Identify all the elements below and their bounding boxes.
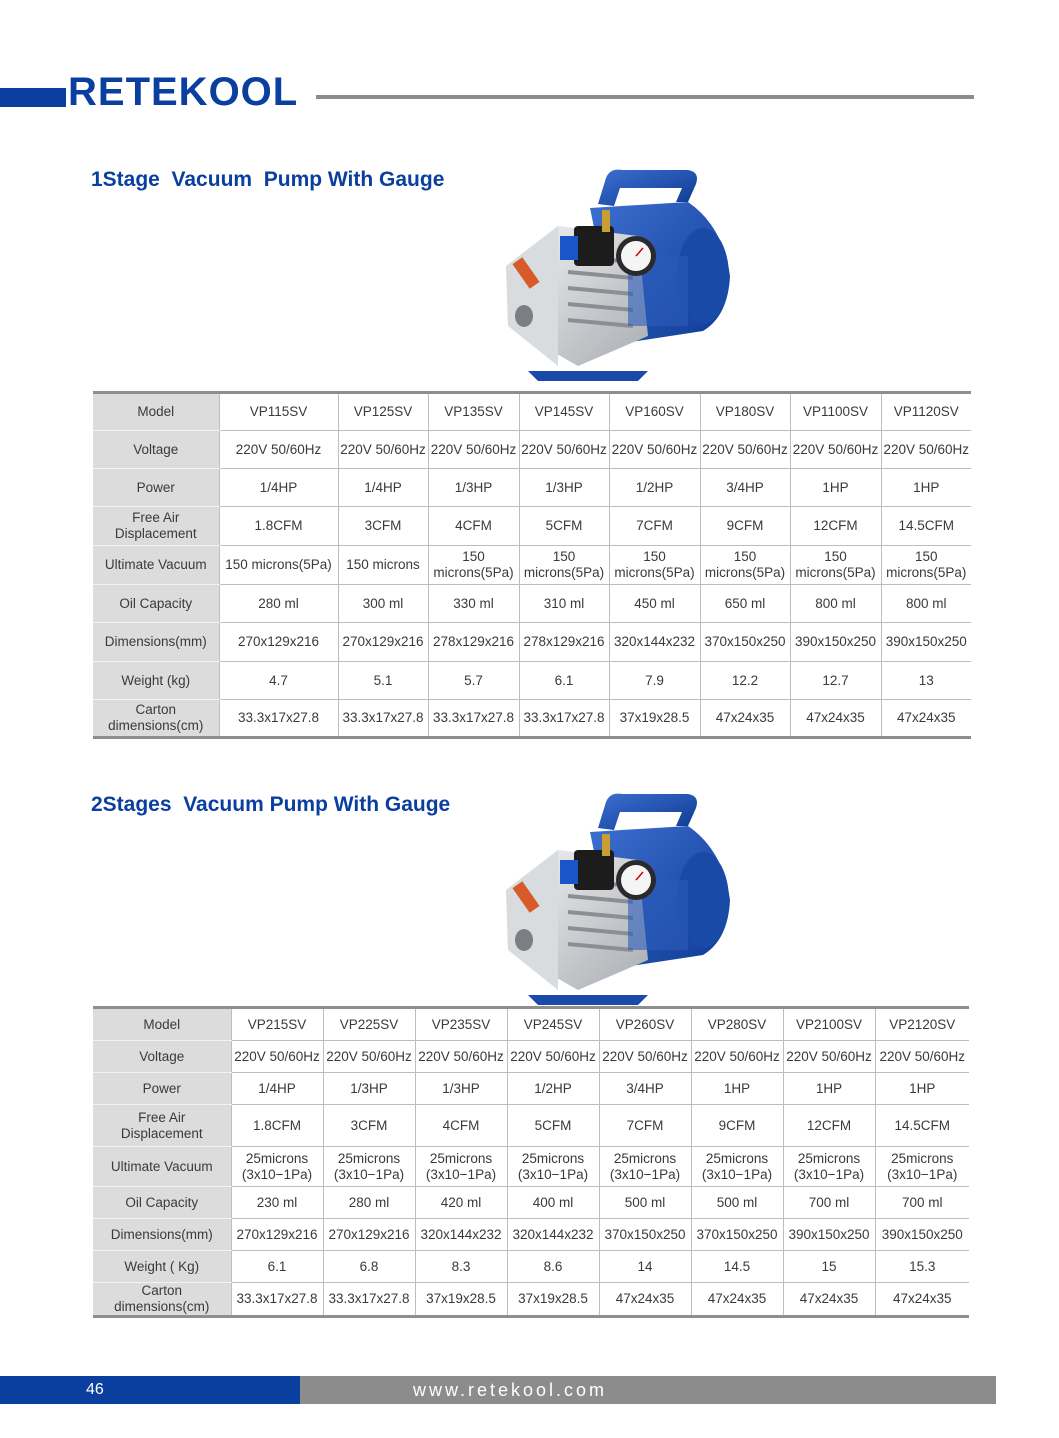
table-cell: 500 ml (691, 1187, 783, 1219)
table-cell-line: 150 (914, 549, 938, 564)
table-cell: 700 ml (875, 1187, 969, 1219)
table-cell: 700 ml (783, 1187, 875, 1219)
table-cell: 37x19x28.5 (415, 1283, 507, 1317)
table-cell (875, 1147, 969, 1187)
table-cell: 14.5CFM (881, 507, 971, 546)
table-cell: 5.7 (428, 662, 519, 700)
table-cell: 47x24x35 (892, 1291, 952, 1306)
table-cell-line: 25microns (891, 1150, 954, 1166)
table-cell: 1/3HP (415, 1073, 507, 1105)
table-cell: 220V 50/60Hz (783, 1041, 875, 1073)
table-cell: 33.3x17x27.8 (338, 700, 428, 738)
table-cell: 37x19x28.5 (507, 1283, 599, 1317)
row-header: Weight (kg) (93, 662, 219, 700)
table-row (93, 507, 971, 546)
table-cell: 1/3HP (323, 1073, 415, 1105)
table-cell: 390x150x250 (790, 623, 881, 662)
table-cell-line: 25microns (245, 1150, 309, 1166)
table-cell: 1/4HP (219, 469, 338, 507)
table-row (93, 1251, 969, 1283)
table-cell: 12.2 (700, 662, 790, 700)
table-cell: VP2120SV (875, 1008, 969, 1041)
table-cell: 390x150x250 (875, 1219, 969, 1251)
table-cell: 320x144x232 (507, 1219, 599, 1251)
table-cell (700, 546, 790, 585)
table-cell-line: 25microns (337, 1150, 401, 1166)
table-row (93, 393, 971, 431)
table-cell: 370x150x250 (691, 1219, 783, 1251)
table-cell: 3CFM (323, 1105, 415, 1147)
row-header: Dimensions(mm) (93, 1219, 231, 1251)
table-cell: VP225SV (323, 1008, 415, 1041)
vacuum-pump-image-2stages (498, 790, 734, 1005)
table-cell: VP235SV (415, 1008, 507, 1041)
table-row (93, 585, 971, 623)
table-cell: 800 ml (790, 585, 881, 623)
table-cell: 47x24x35 (700, 700, 790, 738)
table-cell-line: 150 (462, 549, 485, 564)
table-cell: 47x24x35 (691, 1283, 783, 1317)
table-cell: 500 ml (599, 1187, 691, 1219)
table-cell: 220V 50/60Hz (790, 431, 881, 469)
row-header-line: Free Air (132, 510, 180, 525)
table-cell: 47x24x35 (783, 1283, 875, 1317)
table-cell: 1HP (783, 1073, 875, 1105)
row-header: Model (93, 1008, 231, 1041)
table-cell: 390x150x250 (783, 1219, 875, 1251)
table-cell: 1/3HP (519, 469, 609, 507)
table-cell: 220V 50/60Hz (700, 431, 790, 469)
table-cell: 220V 50/60Hz (338, 431, 428, 469)
table-cell: 33.3x17x27.8 (428, 700, 519, 738)
row-header: Power (93, 1073, 231, 1105)
table-cell: 47x24x35 (896, 710, 956, 725)
table-cell (415, 1147, 507, 1187)
table-cell-line: microns(5Pa) (704, 565, 786, 580)
table-cell: 220V 50/60Hz (599, 1041, 691, 1073)
table-cell: 220V 50/60Hz (519, 431, 609, 469)
table-cell-line: 150 (733, 549, 757, 564)
table-cell: 1/2HP (507, 1073, 599, 1105)
table-cell: 47x24x35 (790, 700, 881, 738)
table-cell: 150 microns (338, 546, 428, 585)
table-cell: 370x150x250 (599, 1219, 691, 1251)
section-title-2stages: 2Stages Vacuum Pump With Gauge (91, 793, 451, 816)
table-cell: VP215SV (231, 1008, 323, 1041)
table-cell-line: (3x10−1Pa) (241, 1166, 313, 1182)
row-header-line: Free Air (138, 1109, 186, 1125)
table-cell: 220V 50/60Hz (415, 1041, 507, 1073)
table-cell-line: 25microns (429, 1150, 493, 1166)
table-cell: 330 ml (428, 585, 519, 623)
row-header-line: Carton (135, 702, 177, 717)
row-header-line: Displacement (120, 1125, 203, 1141)
table-cell-line: microns(5Pa) (614, 565, 695, 580)
table-cell (790, 546, 881, 585)
table-cell-line: (3x10−1Pa) (701, 1166, 773, 1182)
table-cell-line: (3x10−1Pa) (609, 1166, 681, 1182)
table-cell: 6.8 (323, 1251, 415, 1283)
table-cell: 6.1 (519, 662, 609, 700)
table-cell: VP1100SV (790, 393, 881, 431)
row-header-line: Carton (141, 1283, 183, 1298)
table-row (93, 1187, 969, 1219)
table-cell: 650 ml (700, 585, 790, 623)
table-cell (519, 546, 609, 585)
table-cell (323, 1147, 415, 1187)
table-cell: 47x24x35 (599, 1283, 691, 1317)
table-cell: 1/4HP (338, 469, 428, 507)
table-cell (609, 546, 700, 585)
row-header (93, 507, 219, 546)
table-cell: 15 (783, 1251, 875, 1283)
row-header: Voltage (93, 431, 219, 469)
table-cell: 220V 50/60Hz (691, 1041, 783, 1073)
table-cell: 3CFM (338, 507, 428, 546)
spec-table-1stage (93, 391, 971, 739)
table-cell: 1HP (881, 469, 971, 507)
table-cell: 1HP (691, 1073, 783, 1105)
table-cell-line: (3x10−1Pa) (425, 1166, 497, 1182)
table-cell: 280 ml (323, 1187, 415, 1219)
table-cell: 5CFM (519, 507, 609, 546)
table-cell: 310 ml (519, 585, 609, 623)
table-cell: VP145SV (519, 393, 609, 431)
table-cell-line: microns(5Pa) (523, 565, 605, 580)
brand-logo: RETEKOOL (68, 70, 299, 114)
table-cell: 220V 50/60Hz (428, 431, 519, 469)
row-header: Ultimate Vacuum (93, 1147, 231, 1187)
table-cell: 220V 50/60Hz (507, 1041, 599, 1073)
page-number: 46 (86, 1381, 104, 1398)
table-cell-line: 25microns (521, 1150, 585, 1166)
table-cell: 33.3x17x27.8 (323, 1283, 415, 1317)
table-cell-line: (3x10−1Pa) (517, 1166, 589, 1182)
table-cell: 400 ml (507, 1187, 599, 1219)
row-header: Oil Capacity (93, 585, 219, 623)
table-cell: 9CFM (691, 1105, 783, 1147)
table-cell-line: microns(5Pa) (433, 565, 514, 580)
row-header: Voltage (93, 1041, 231, 1073)
table-cell: VP2100SV (783, 1008, 875, 1041)
row-header (93, 700, 219, 738)
table-cell: 4CFM (415, 1105, 507, 1147)
table-cell: 1/2HP (609, 469, 700, 507)
table-cell: 370x150x250 (700, 623, 790, 662)
table-row (93, 1073, 969, 1105)
row-header-line: dimensions(cm) (114, 1299, 210, 1314)
table-cell: 450 ml (609, 585, 700, 623)
row-header (93, 1283, 231, 1317)
table-row (93, 469, 971, 507)
table-cell (783, 1147, 875, 1187)
table-cell: 4.7 (219, 662, 338, 700)
table-cell: 14.5 (691, 1251, 783, 1283)
table-cell: 7CFM (609, 507, 700, 546)
table-cell: 33.3x17x27.8 (231, 1283, 323, 1317)
table-cell: 37x19x28.5 (609, 700, 700, 738)
table-row (93, 431, 971, 469)
table-cell: VP115SV (219, 393, 338, 431)
table-cell: 300 ml (338, 585, 428, 623)
table-row (93, 546, 971, 585)
table-cell: 7CFM (599, 1105, 691, 1147)
table-cell: 270x129x216 (338, 623, 428, 662)
table-cell: 33.3x17x27.8 (219, 700, 338, 738)
table-cell: 220V 50/60Hz (875, 1041, 969, 1073)
row-header: Model (93, 393, 219, 431)
table-cell: VP280SV (691, 1008, 783, 1041)
table-cell-line: 25microns (613, 1150, 677, 1166)
table-cell: 12CFM (790, 507, 881, 546)
spec-table-2stages (93, 1006, 969, 1318)
table-cell: 8.6 (507, 1251, 599, 1283)
section-title-1stage: 1Stage Vacuum Pump With Gauge (91, 168, 445, 191)
row-header: Dimensions(mm) (93, 623, 219, 662)
table-cell: 3/4HP (599, 1073, 691, 1105)
table-cell: VP260SV (599, 1008, 691, 1041)
table-cell: 7.9 (609, 662, 700, 700)
table-cell: 1/4HP (231, 1073, 323, 1105)
table-cell (599, 1147, 691, 1187)
table-cell-line: 25microns (797, 1150, 861, 1166)
table-cell: 5CFM (507, 1105, 599, 1147)
table-cell: 270x129x216 (231, 1219, 323, 1251)
table-cell-line: 150 (643, 549, 666, 564)
table-cell: 8.3 (415, 1251, 507, 1283)
brand-accent-bar (0, 88, 66, 107)
table-cell: 1HP (875, 1073, 969, 1105)
table-cell: 14.5CFM (875, 1105, 969, 1147)
table-cell (231, 1147, 323, 1187)
table-row (93, 1041, 969, 1073)
table-cell: 3/4HP (700, 469, 790, 507)
table-cell: 420 ml (415, 1187, 507, 1219)
table-row (93, 1008, 969, 1041)
table-cell-line: 25microns (705, 1150, 769, 1166)
row-header: Ultimate Vacuum (93, 546, 219, 585)
table-cell: 230 ml (231, 1187, 323, 1219)
table-cell: 1.8CFM (231, 1105, 323, 1147)
footer-blue-bar (0, 1376, 300, 1404)
row-header: Weight ( Kg) (93, 1251, 231, 1283)
table-cell: 5.1 (338, 662, 428, 700)
table-row (93, 1147, 969, 1187)
table-cell: 278x129x216 (428, 623, 519, 662)
table-cell: 150 microns(5Pa) (219, 546, 338, 585)
table-cell-line: 150 (824, 549, 847, 564)
table-cell: 280 ml (219, 585, 338, 623)
table-cell: VP245SV (507, 1008, 599, 1041)
footer-website-link[interactable]: www.retekool.com (412, 1380, 608, 1400)
table-cell: 270x129x216 (219, 623, 338, 662)
table-cell: VP160SV (609, 393, 700, 431)
row-header-line: dimensions(cm) (108, 718, 204, 733)
table-cell-line: microns(5Pa) (886, 565, 967, 580)
table-cell: 220V 50/60Hz (881, 431, 971, 469)
table-cell (881, 546, 971, 585)
table-row (93, 1219, 969, 1251)
table-cell: 4CFM (428, 507, 519, 546)
table-row (93, 623, 971, 662)
vacuum-pump-image-1stage (498, 166, 734, 381)
table-cell: 14 (599, 1251, 691, 1283)
table-cell: 6.1 (231, 1251, 323, 1283)
table-cell (428, 546, 519, 585)
table-cell: 12.7 (790, 662, 881, 700)
table-cell: 15.3 (875, 1251, 969, 1283)
table-cell-line: microns(5Pa) (795, 565, 876, 580)
table-cell: 220V 50/60Hz (219, 431, 338, 469)
table-cell: 1.8CFM (219, 507, 338, 546)
table-cell: VP125SV (338, 393, 428, 431)
row-header-line: Displacement (114, 526, 197, 541)
row-header: Power (93, 469, 219, 507)
header-rule (316, 95, 974, 99)
table-cell (507, 1147, 599, 1187)
row-header (93, 1105, 231, 1147)
table-cell: 33.3x17x27.8 (519, 700, 609, 738)
table-cell: 9CFM (700, 507, 790, 546)
table-row (93, 662, 971, 700)
table-cell: 320x144x232 (609, 623, 700, 662)
table-cell (691, 1147, 783, 1187)
table-cell: VP180SV (700, 393, 790, 431)
row-header: Oil Capacity (93, 1187, 231, 1219)
table-row (93, 1283, 969, 1317)
table-cell: 270x129x216 (323, 1219, 415, 1251)
table-cell-line: (3x10−1Pa) (333, 1166, 405, 1182)
table-cell: 1HP (790, 469, 881, 507)
table-row (93, 700, 971, 738)
table-cell: 1/3HP (428, 469, 519, 507)
table-cell-line: 150 (552, 549, 576, 564)
table-cell: 220V 50/60Hz (323, 1041, 415, 1073)
table-cell: VP135SV (428, 393, 519, 431)
table-cell: 220V 50/60Hz (609, 431, 700, 469)
table-cell-line: (3x10−1Pa) (887, 1166, 958, 1182)
table-cell: 320x144x232 (415, 1219, 507, 1251)
table-cell: 278x129x216 (519, 623, 609, 662)
table-cell: VP1120SV (881, 393, 971, 431)
table-cell: 220V 50/60Hz (231, 1041, 323, 1073)
table-cell-line: (3x10−1Pa) (793, 1166, 865, 1182)
table-cell: 390x150x250 (881, 623, 971, 662)
table-row (93, 1105, 969, 1147)
table-cell: 13 (881, 662, 971, 700)
table-cell: 800 ml (881, 585, 971, 623)
table-cell: 12CFM (783, 1105, 875, 1147)
